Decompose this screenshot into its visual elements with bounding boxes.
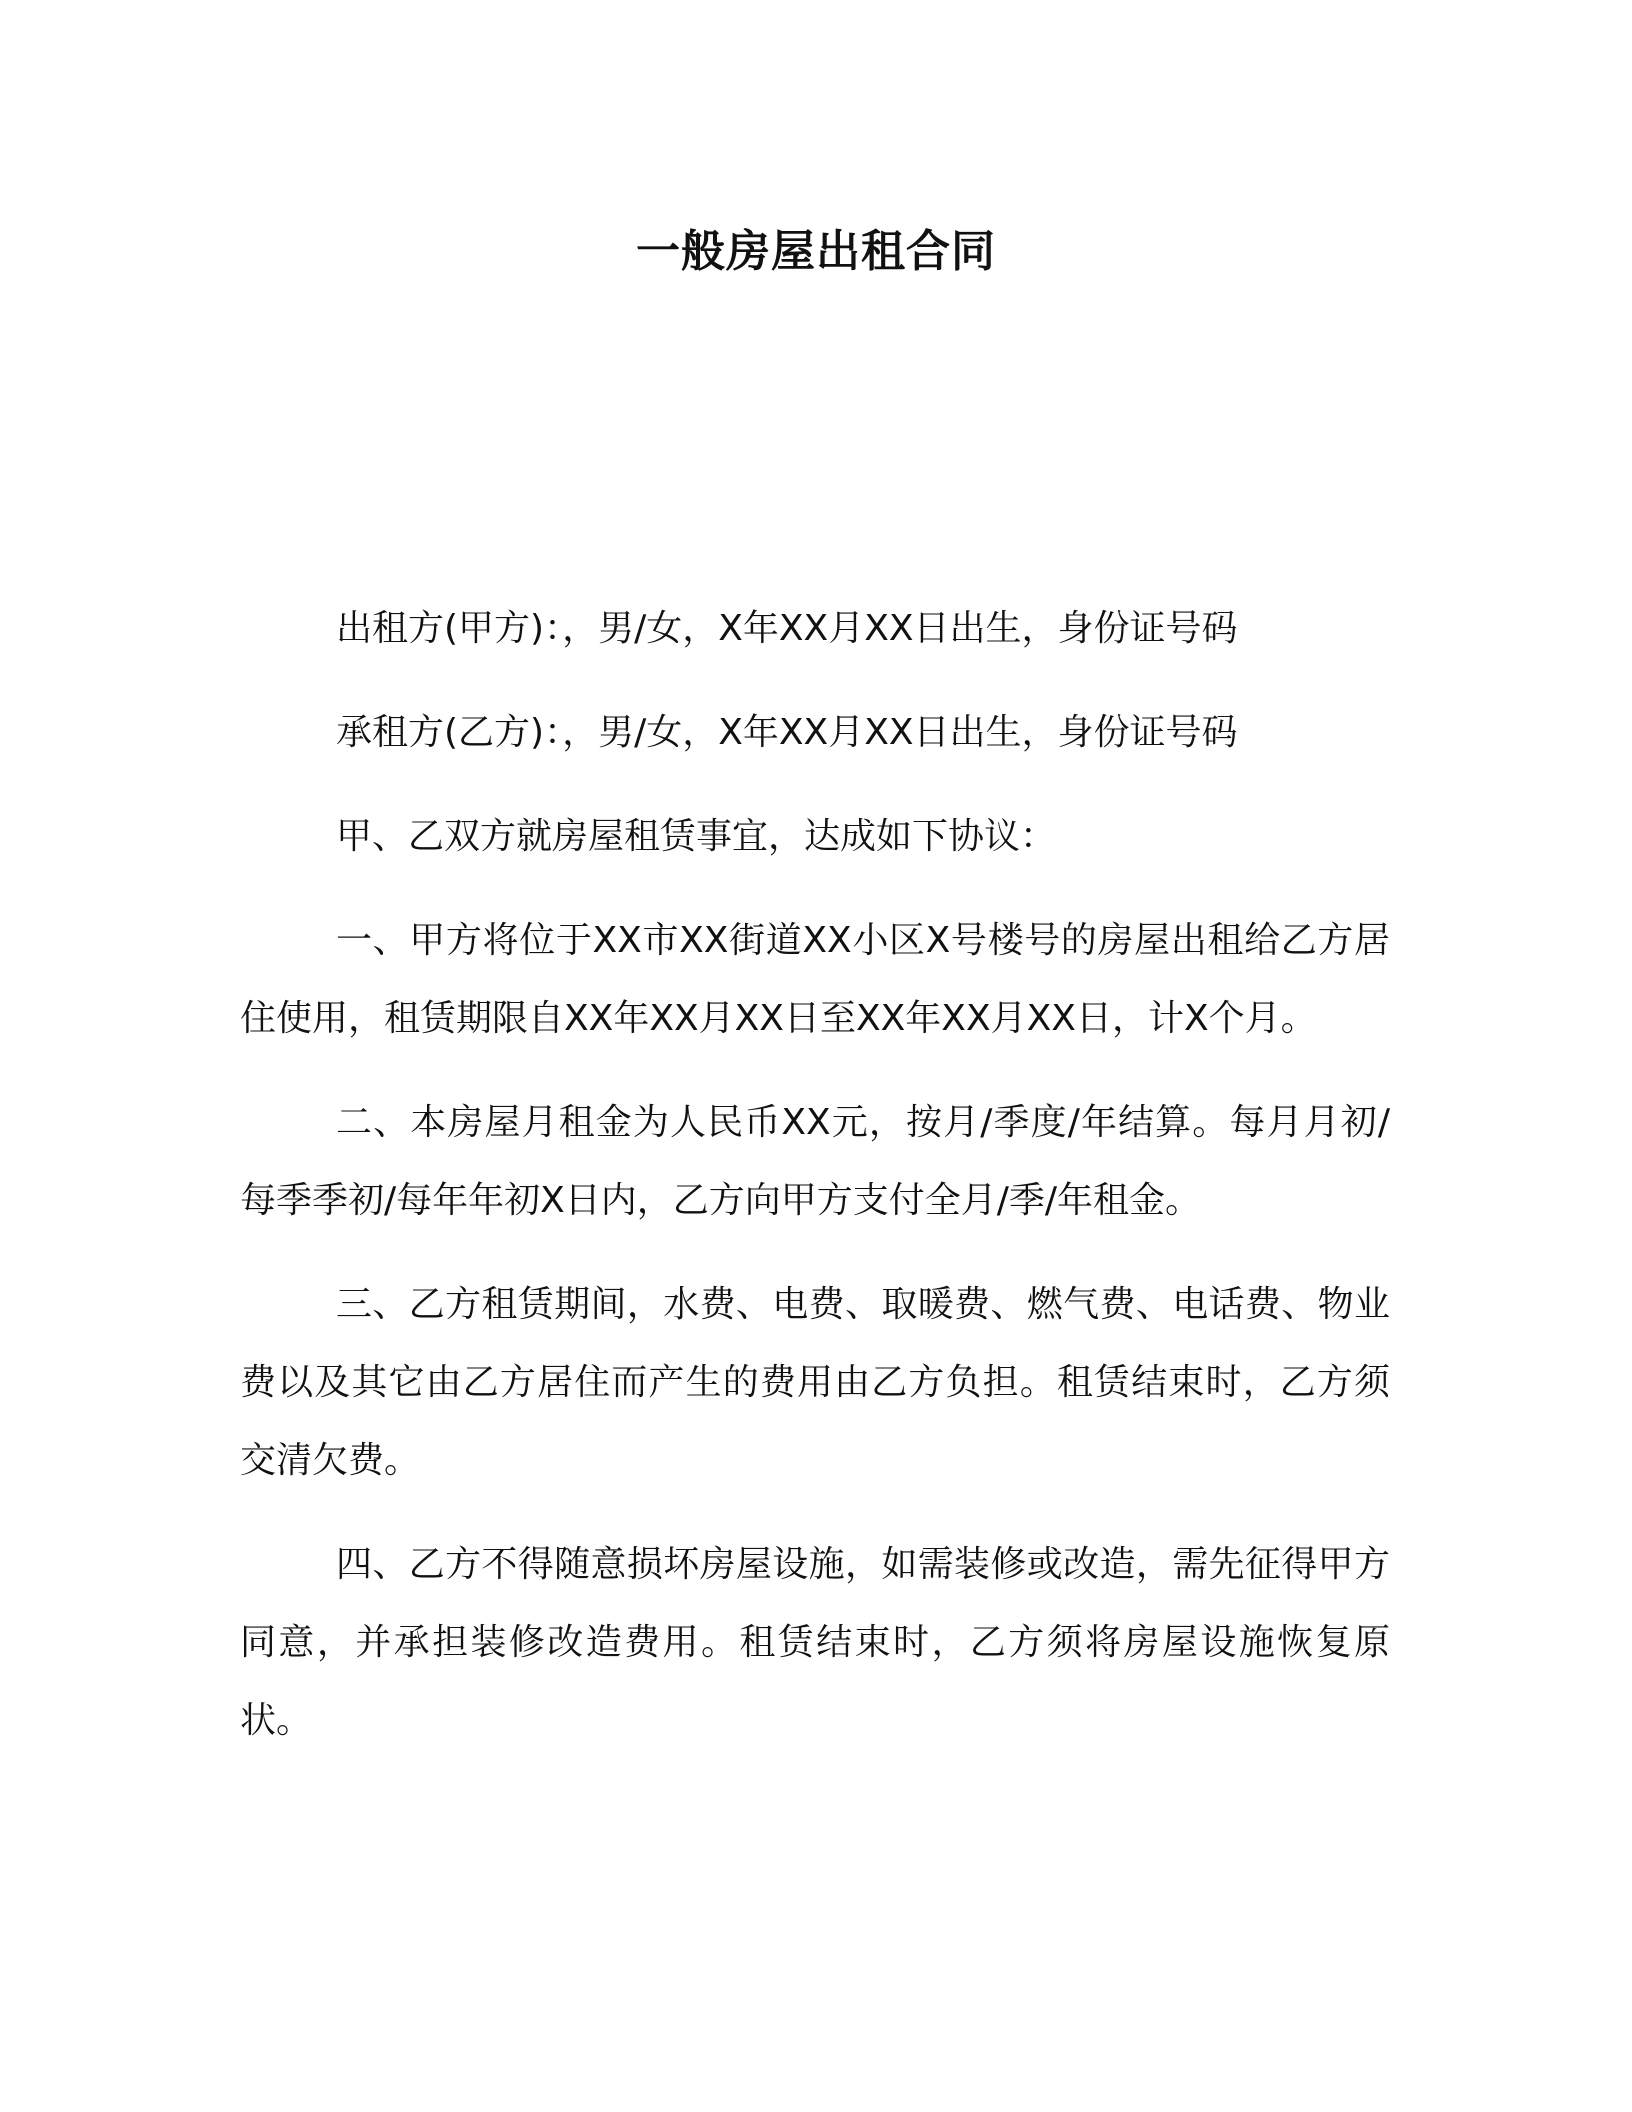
- paragraph-clause-4: 四、乙方不得随意损坏房屋设施，如需装修或改造，需先征得甲方同意，并承担装修改造费用。租赁结束时，乙方须将房屋设施恢复原状。: [240, 1544, 1390, 1741]
- paragraph-clause-1: 一、甲方将位于XX市XX街道XX小区X号楼号的房屋出租给乙方居住使用，租赁期限自XX年XX月XX日至XX年XX月XX日，计X个月。: [240, 920, 1390, 1039]
- paragraph-clause-2: 二、本房屋月租金为人民币XX元，按月/季度/年结算。每月月初/每季季初/每年年初X日内，乙方向甲方支付全月/季/年租金。: [240, 1102, 1390, 1221]
- document-body: [240, 590, 1390, 1786]
- paragraph-clause-3: 三、乙方租赁期间，水费、电费、取暖费、燃气费、电话费、物业费以及其它由乙方居住而产生的费用由乙方负担。租赁结束时，乙方须交清欠费。: [240, 1284, 1390, 1481]
- document-title: 一般房屋出租合同: [636, 226, 996, 277]
- paragraph-lessee: 承租方(乙方)：，男/女，X年XX月XX日出生，身份证号码: [336, 712, 1238, 753]
- paragraph-lessor: 出租方(甲方)：，男/女，X年XX月XX日出生，身份证号码: [336, 608, 1238, 649]
- paragraph-agreement-intro: 甲、乙双方就房屋租赁事宜，达成如下协议：: [336, 816, 1057, 857]
